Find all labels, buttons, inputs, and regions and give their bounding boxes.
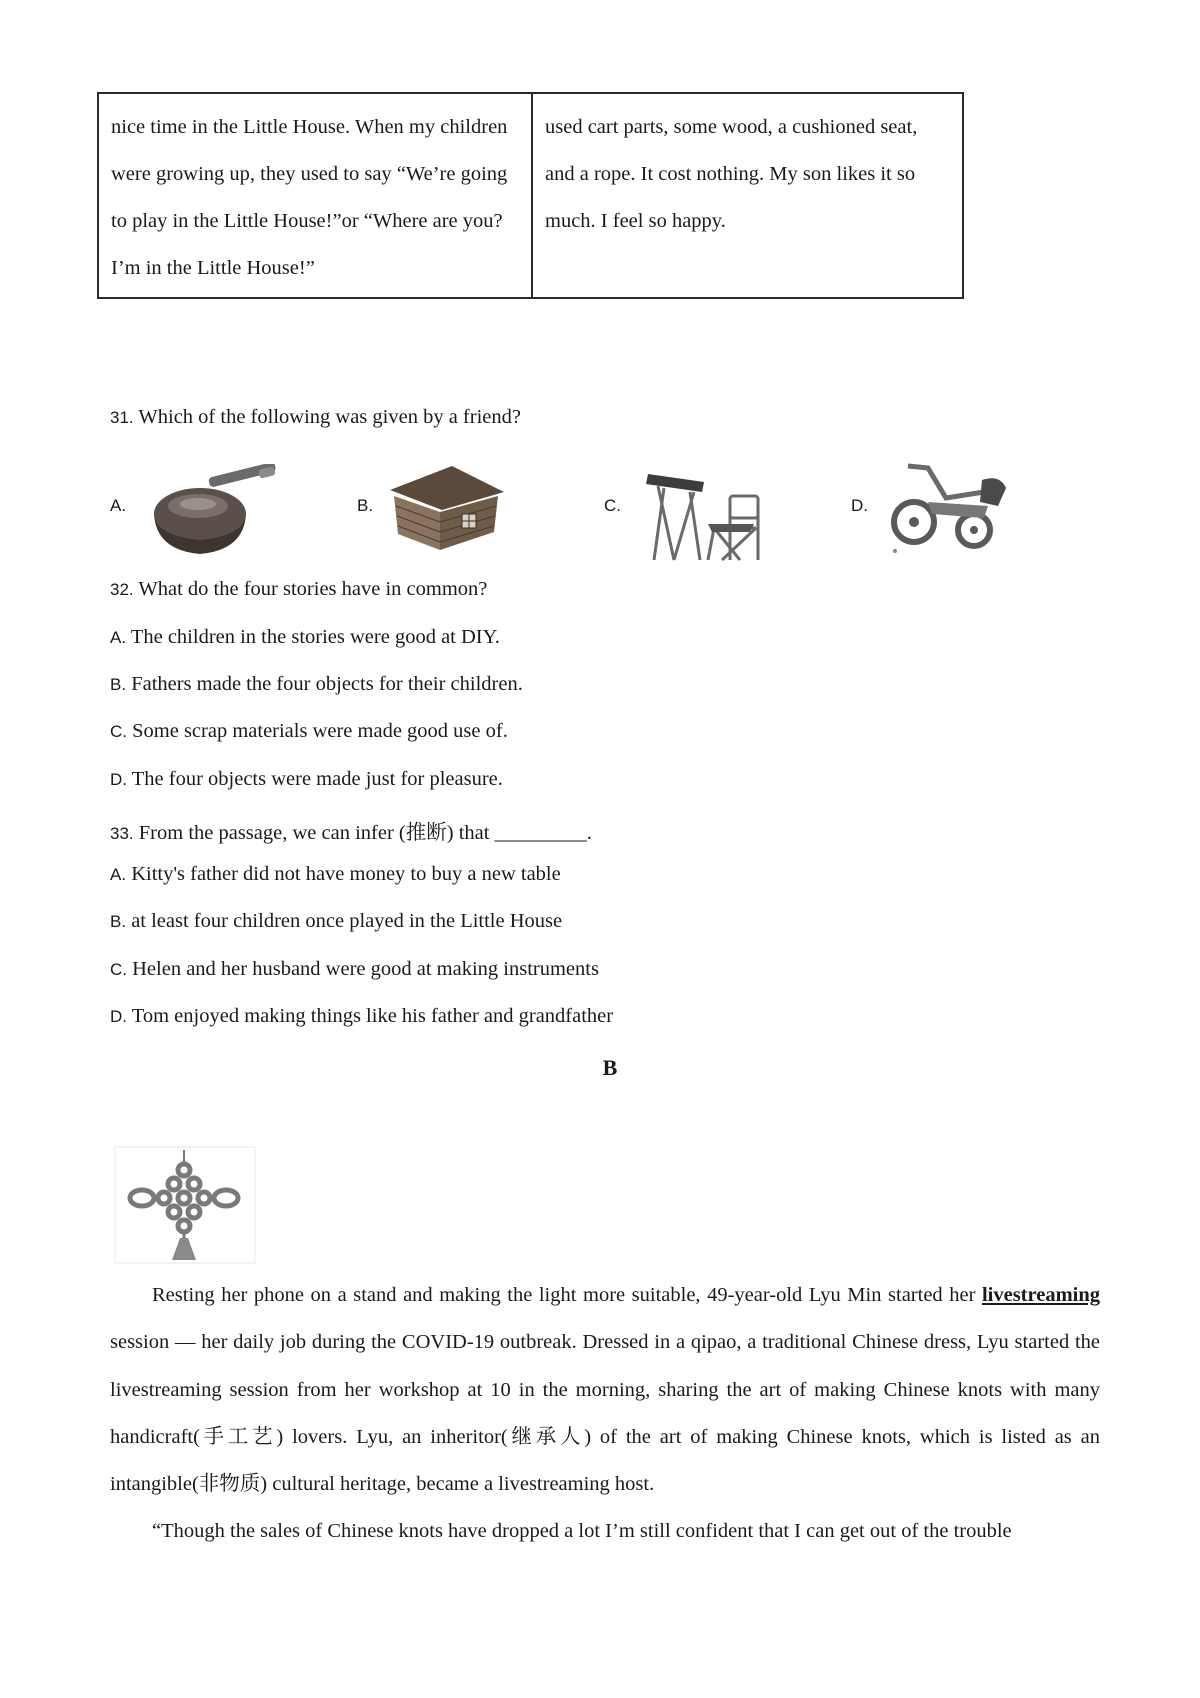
table-right-line: used cart parts, some wood, a cushioned seat, xyxy=(545,116,918,138)
option-letter: A. xyxy=(110,628,127,647)
question-text: Which of the following was given by a friend? xyxy=(138,406,521,428)
q32-option-c[interactable] xyxy=(110,720,508,743)
option-text: The children in the stories were good at DIY. xyxy=(130,626,500,648)
option-text: The four objects were made just for pleasure. xyxy=(131,768,503,790)
option-letter: A. xyxy=(110,865,127,884)
option-letter: C. xyxy=(110,722,127,741)
little-house-icon[interactable] xyxy=(382,460,508,554)
table-left-line: were growing up, they used to say “We’re going xyxy=(111,163,508,185)
drum-instrument-icon[interactable] xyxy=(148,464,278,560)
section-heading: B xyxy=(602,1055,618,1080)
option-b-letter[interactable]: B. xyxy=(357,496,374,515)
q33-option-a[interactable] xyxy=(110,863,561,886)
q32-option-b[interactable] xyxy=(110,673,523,696)
q33-option-c[interactable] xyxy=(110,958,599,981)
option-text: Helen and her husband were good at making instruments xyxy=(132,958,599,980)
option-letter: D. xyxy=(110,1007,127,1026)
question-number: 31. xyxy=(110,408,134,427)
option-a-letter[interactable]: A. xyxy=(110,496,127,515)
option-text: Fathers made the four objects for their children. xyxy=(131,673,523,695)
story-table xyxy=(97,92,964,299)
q32-option-d[interactable] xyxy=(110,768,503,791)
question-text: What do the four stories have in common? xyxy=(138,578,488,600)
table-left-line: I’m in the Little House!” xyxy=(111,257,315,279)
question-31 xyxy=(110,406,521,429)
option-letter: B. xyxy=(110,675,127,694)
chinese-knot-icon xyxy=(114,1146,256,1264)
table-cell-right xyxy=(533,94,962,297)
option-text: Tom enjoyed making things like his father and grandfather xyxy=(131,1005,614,1027)
table-right-line: and a rope. It cost nothing. My son likes it so xyxy=(545,163,916,185)
paragraph-1-rest: session — her daily job during the COVID-19 outbreak. Dressed in a qipao, a traditional Chinese dress, Lyu started the livestreaming session from her workshop at 10 in the morning, sharing the art of making Chinese knots with many handicraft(手工艺) lovers. Lyu, an inheritor(继承人) of the art of making Chinese knots, which is listed as an intangible(非物质) cultural heritage, became a livestreaming host. xyxy=(110,1331,1100,1496)
paragraph-2-text: “Though the sales of Chinese knots have dropped a lot I’m still confident that I can get out of the trouble xyxy=(152,1520,1012,1542)
option-letter: C. xyxy=(110,960,127,979)
table-left-line: nice time in the Little House. When my children xyxy=(111,116,508,138)
q32-option-a[interactable] xyxy=(110,626,500,649)
cart-icon[interactable] xyxy=(888,458,1012,554)
table-cell-left xyxy=(99,94,533,297)
paragraph-1 xyxy=(110,1272,1100,1508)
option-text: Kitty's father did not have money to buy a new table xyxy=(131,863,561,885)
question-number: 33. xyxy=(110,824,134,843)
question-32 xyxy=(110,578,487,601)
question-text: From the passage, we can infer (推断) that _________. xyxy=(138,822,592,844)
option-d-letter[interactable]: D. xyxy=(851,496,868,515)
table-left-line: to play in the Little House!”or “Where are you? xyxy=(111,210,503,232)
paragraph-1-start: Resting her phone on a stand and making the light more suitable, 49-year-old Lyu Min started her xyxy=(152,1284,976,1306)
option-letter: D. xyxy=(110,770,127,789)
option-letter: B. xyxy=(110,912,127,931)
option-text: Some scrap materials were made good use of. xyxy=(132,720,508,742)
option-c-letter[interactable]: C. xyxy=(604,496,621,515)
q33-option-d[interactable] xyxy=(110,1005,613,1028)
option-text: at least four children once played in the Little House xyxy=(131,910,563,932)
q33-option-b[interactable] xyxy=(110,910,562,933)
question-number: 32. xyxy=(110,580,134,599)
table-right-line: much. I feel so happy. xyxy=(545,210,726,232)
underlined-word: livestreaming xyxy=(981,1284,1100,1306)
paragraph-2 xyxy=(110,1508,1100,1555)
question-33 xyxy=(110,815,592,845)
table-chair-icon[interactable] xyxy=(644,468,772,564)
